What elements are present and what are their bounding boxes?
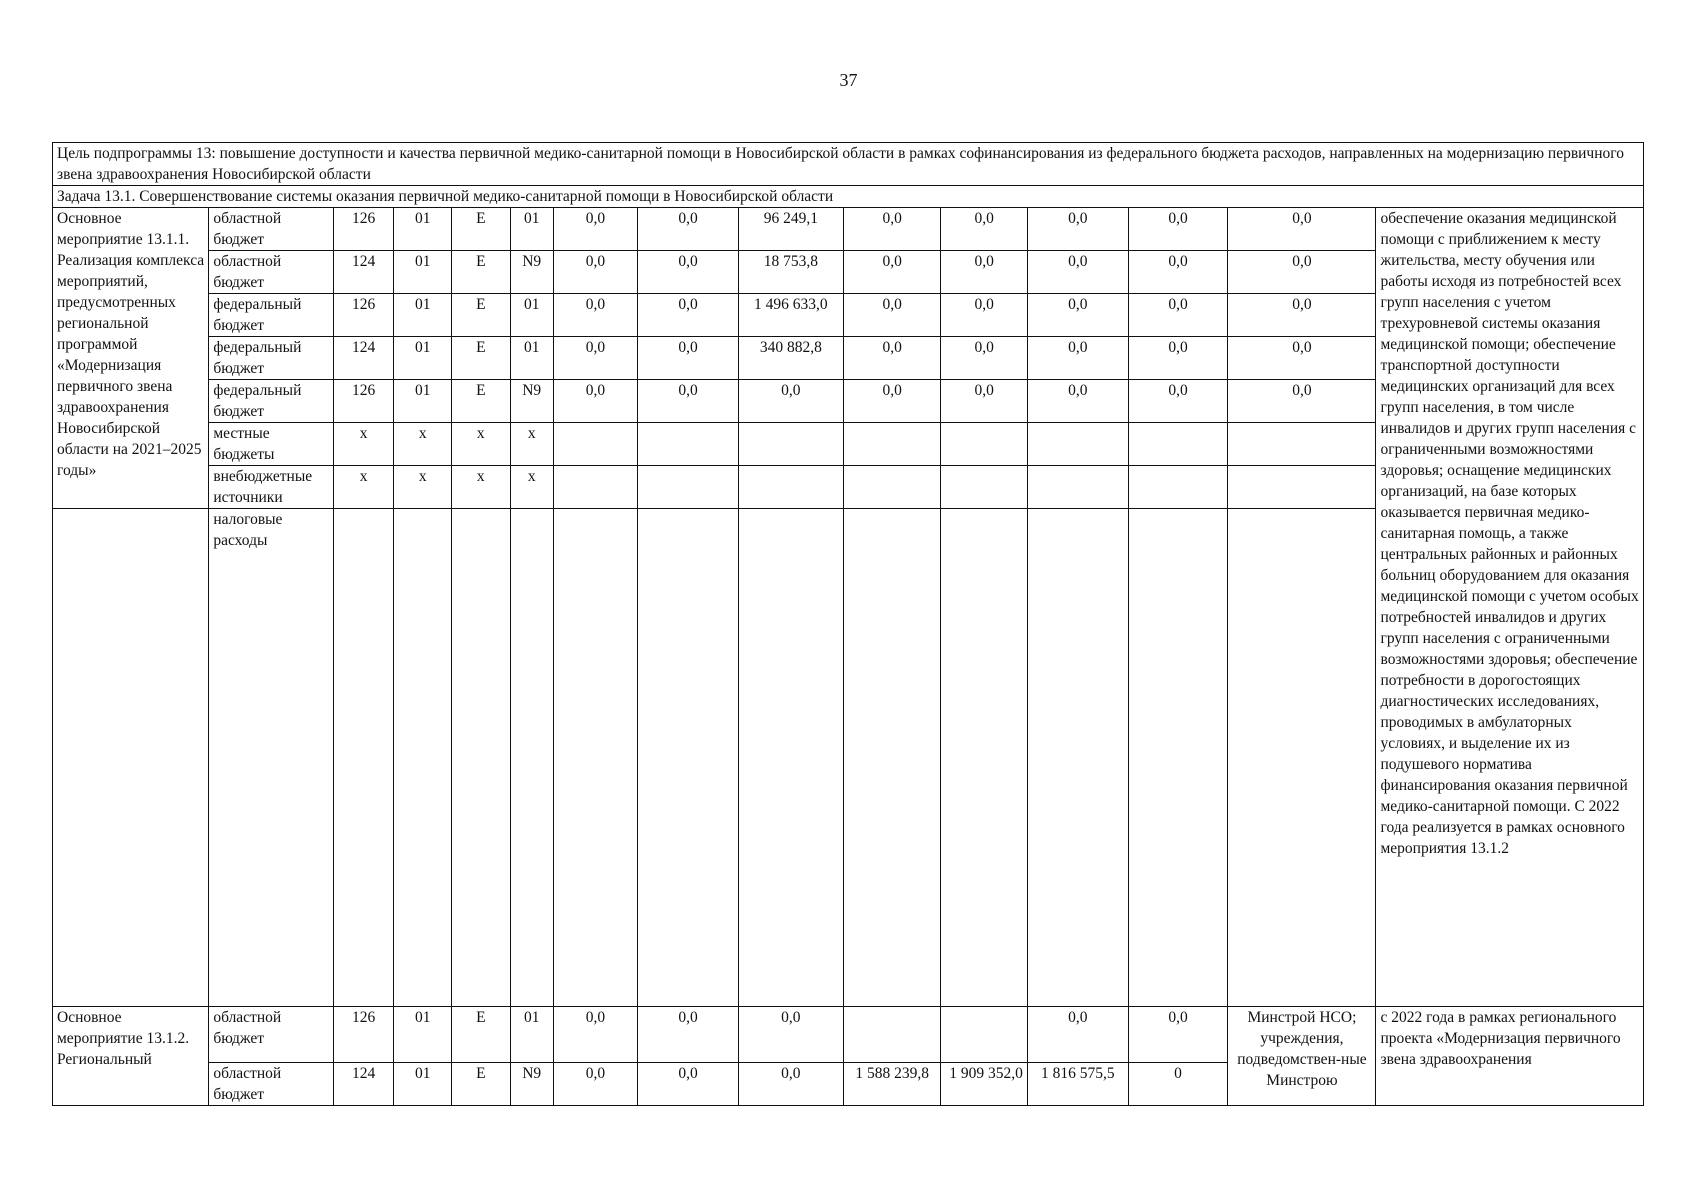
value-cell: 0,0 — [553, 208, 637, 251]
expected-result: обеспечение оказания медицинской помощи с приближением к месту жительства, месту обучения или работы исходя из потребностей всех групп населения с учетом трехуровневой системы оказания медицинской помощи; обеспечение транспортной доступности медицинских организаций для всех групп населения, в том числе инвалидов и других групп населения с ограниченными возможностями здоровья; оснащение медицинских организаций, на базе которых оказывается первичная медико-санитарная помощь, а также центральных районных и районных больниц оборудованием для оказания медицинской помощи с учетом особых потребностей инвалидов и других групп населения с ограниченными возможностями здоровья; обеспечение потребности в дорогостоящих диагностических исследованиях, проводимых в амбулаторных условиях, и выделение их из подушевого норматива финансирования оказания первичной медико-санитарной помощи. С 2022 года реализуется в рамках основного мероприятия 13.1.2 — [1376, 208, 1644, 1007]
value-cell: 1 496 633,0 — [738, 294, 843, 337]
code-cell: 126 — [333, 294, 394, 337]
value-cell: 18 753,8 — [738, 251, 843, 294]
code-cell — [333, 509, 394, 1007]
value-cell — [941, 509, 1027, 1007]
value-cell — [638, 466, 739, 509]
source-cell: областной бюджет — [209, 251, 333, 294]
task-row: Задача 13.1. Совершенствование системы оказания первичной медико-санитарной помощи в Новосибирской области — [53, 186, 1644, 208]
code-cell: х — [333, 423, 394, 466]
goal-row: Цель подпрограммы 13: повышение доступности и качества первичной медико-санитарной помощи в Новосибирской области в рамках софинансирования из федерального бюджета расходов, направленных на модернизацию первичного звена здравоохранения Новосибирской области — [53, 143, 1644, 186]
source-cell: федеральный бюджет — [209, 294, 333, 337]
value-cell — [1027, 423, 1128, 466]
value-cell — [1128, 466, 1228, 509]
code-cell: 126 — [333, 1007, 394, 1063]
value-cell — [1128, 423, 1228, 466]
code-cell — [510, 509, 553, 1007]
value-cell: 0,0 — [638, 1007, 739, 1063]
value-cell — [941, 1007, 1027, 1063]
value-cell: 0,0 — [553, 1007, 637, 1063]
code-cell: 01 — [394, 380, 452, 423]
value-cell — [843, 423, 941, 466]
value-cell — [1027, 466, 1128, 509]
code-cell: х — [452, 423, 511, 466]
code-cell: 01 — [510, 208, 553, 251]
code-cell — [394, 509, 452, 1007]
value-cell — [1228, 423, 1376, 466]
value-cell: 0,0 — [553, 1063, 637, 1106]
code-cell: 124 — [333, 251, 394, 294]
code-cell: Е — [452, 380, 511, 423]
value-cell — [638, 509, 739, 1007]
value-cell: 1 909 352,0 — [941, 1063, 1027, 1106]
value-cell: 0,0 — [1027, 208, 1128, 251]
value-cell — [843, 509, 941, 1007]
source-cell: областной бюджет — [209, 1007, 333, 1063]
code-cell: 01 — [394, 294, 452, 337]
page-number: 37 — [839, 70, 858, 90]
value-cell: 0,0 — [1027, 294, 1128, 337]
code-cell: 01 — [510, 294, 553, 337]
code-cell: 126 — [333, 208, 394, 251]
source-cell: федеральный бюджет — [209, 380, 333, 423]
value-cell: 0,0 — [1228, 251, 1376, 294]
value-cell: 0,0 — [941, 294, 1027, 337]
value-cell — [1027, 509, 1128, 1007]
value-cell: 0,0 — [638, 337, 739, 380]
value-cell — [738, 466, 843, 509]
source-cell: областной бюджет — [209, 208, 333, 251]
value-cell: 0,0 — [1027, 251, 1128, 294]
code-cell: Е — [452, 1063, 511, 1106]
executor-cell: Минстрой НСО; учреждения, подведомствен-ные Минстрою — [1228, 1007, 1376, 1106]
code-cell: Е — [452, 294, 511, 337]
code-cell: N9 — [510, 380, 553, 423]
value-cell: 340 882,8 — [738, 337, 843, 380]
code-cell: Е — [452, 208, 511, 251]
value-cell: 1 588 239,8 — [843, 1063, 941, 1106]
value-cell — [738, 423, 843, 466]
code-cell: х — [510, 466, 553, 509]
value-cell: 0,0 — [843, 380, 941, 423]
value-cell: 0,0 — [941, 380, 1027, 423]
value-cell: 0,0 — [1228, 208, 1376, 251]
value-cell: 0,0 — [1128, 294, 1228, 337]
value-cell: 0,0 — [638, 208, 739, 251]
expected-result: с 2022 года в рамках регионального проекта «Модернизация первичного звена здравоохранения — [1376, 1007, 1644, 1106]
value-cell: 0,0 — [638, 380, 739, 423]
value-cell: 96 249,1 — [738, 208, 843, 251]
code-cell: х — [510, 423, 553, 466]
measure-name: Основное мероприятие 13.1.2. Региональный — [53, 1007, 209, 1106]
value-cell — [738, 509, 843, 1007]
code-cell: 124 — [333, 1063, 394, 1106]
code-cell: 01 — [394, 1007, 452, 1063]
value-cell — [553, 509, 637, 1007]
value-cell: 0,0 — [843, 337, 941, 380]
code-cell: 124 — [333, 337, 394, 380]
code-cell: х — [333, 466, 394, 509]
source-cell: внебюджетные источники — [209, 466, 333, 509]
source-cell: местные бюджеты — [209, 423, 333, 466]
code-cell: 01 — [510, 1007, 553, 1063]
value-cell: 0,0 — [738, 1007, 843, 1063]
code-cell: х — [394, 466, 452, 509]
value-cell: 0,0 — [1128, 208, 1228, 251]
measure-name: Основное мероприятие 13.1.1. Реализация комплекса мероприятий, предусмотренных региональной программой «Модернизация первичного звена здравоохранения Новосибирской области на 2021–2025 годы» — [53, 208, 209, 509]
value-cell: 0,0 — [553, 251, 637, 294]
value-cell: 0,0 — [1027, 1007, 1128, 1063]
value-cell: 0,0 — [638, 294, 739, 337]
code-cell: Е — [452, 251, 511, 294]
value-cell: 0,0 — [1128, 251, 1228, 294]
code-cell: Е — [452, 1007, 511, 1063]
value-cell — [843, 466, 941, 509]
budget-table — [52, 142, 1644, 1106]
value-cell: 0,0 — [1228, 294, 1376, 337]
code-cell: х — [452, 466, 511, 509]
code-cell: 01 — [394, 251, 452, 294]
value-cell: 0,0 — [1128, 1007, 1228, 1063]
value-cell: 0 — [1128, 1063, 1228, 1106]
value-cell: 0,0 — [941, 208, 1027, 251]
code-cell: Е — [452, 337, 511, 380]
value-cell: 0,0 — [941, 251, 1027, 294]
value-cell — [1228, 509, 1376, 1007]
value-cell — [1228, 466, 1376, 509]
value-cell: 0,0 — [843, 294, 941, 337]
value-cell — [553, 466, 637, 509]
value-cell: 0,0 — [1128, 337, 1228, 380]
value-cell: 0,0 — [553, 337, 637, 380]
value-cell: 0,0 — [553, 380, 637, 423]
value-cell — [941, 466, 1027, 509]
value-cell: 0,0 — [1128, 380, 1228, 423]
code-cell: N9 — [510, 251, 553, 294]
code-cell — [452, 509, 511, 1007]
value-cell: 0,0 — [843, 208, 941, 251]
value-cell: 0,0 — [941, 337, 1027, 380]
source-cell: налоговые расходы — [209, 509, 333, 1007]
code-cell: 01 — [394, 1063, 452, 1106]
code-cell: х — [394, 423, 452, 466]
value-cell: 0,0 — [738, 1063, 843, 1106]
value-cell: 0,0 — [1228, 380, 1376, 423]
value-cell — [1128, 509, 1228, 1007]
value-cell — [941, 423, 1027, 466]
code-cell: 01 — [510, 337, 553, 380]
source-cell: федеральный бюджет — [209, 337, 333, 380]
value-cell: 0,0 — [1027, 337, 1128, 380]
value-cell: 1 816 575,5 — [1027, 1063, 1128, 1106]
value-cell: 0,0 — [843, 251, 941, 294]
measure-name-continued — [53, 509, 209, 1007]
value-cell — [638, 423, 739, 466]
value-cell: 0,0 — [738, 380, 843, 423]
code-cell: 01 — [394, 337, 452, 380]
code-cell: N9 — [510, 1063, 553, 1106]
value-cell: 0,0 — [638, 251, 739, 294]
code-cell: 126 — [333, 380, 394, 423]
source-cell: областной бюджет — [209, 1063, 333, 1106]
code-cell: 01 — [394, 208, 452, 251]
value-cell: 0,0 — [1228, 337, 1376, 380]
value-cell — [843, 1007, 941, 1063]
value-cell — [553, 423, 637, 466]
value-cell: 0,0 — [553, 294, 637, 337]
value-cell: 0,0 — [638, 1063, 739, 1106]
table-row — [53, 1007, 1644, 1063]
table-row — [53, 208, 1644, 251]
value-cell: 0,0 — [1027, 380, 1128, 423]
